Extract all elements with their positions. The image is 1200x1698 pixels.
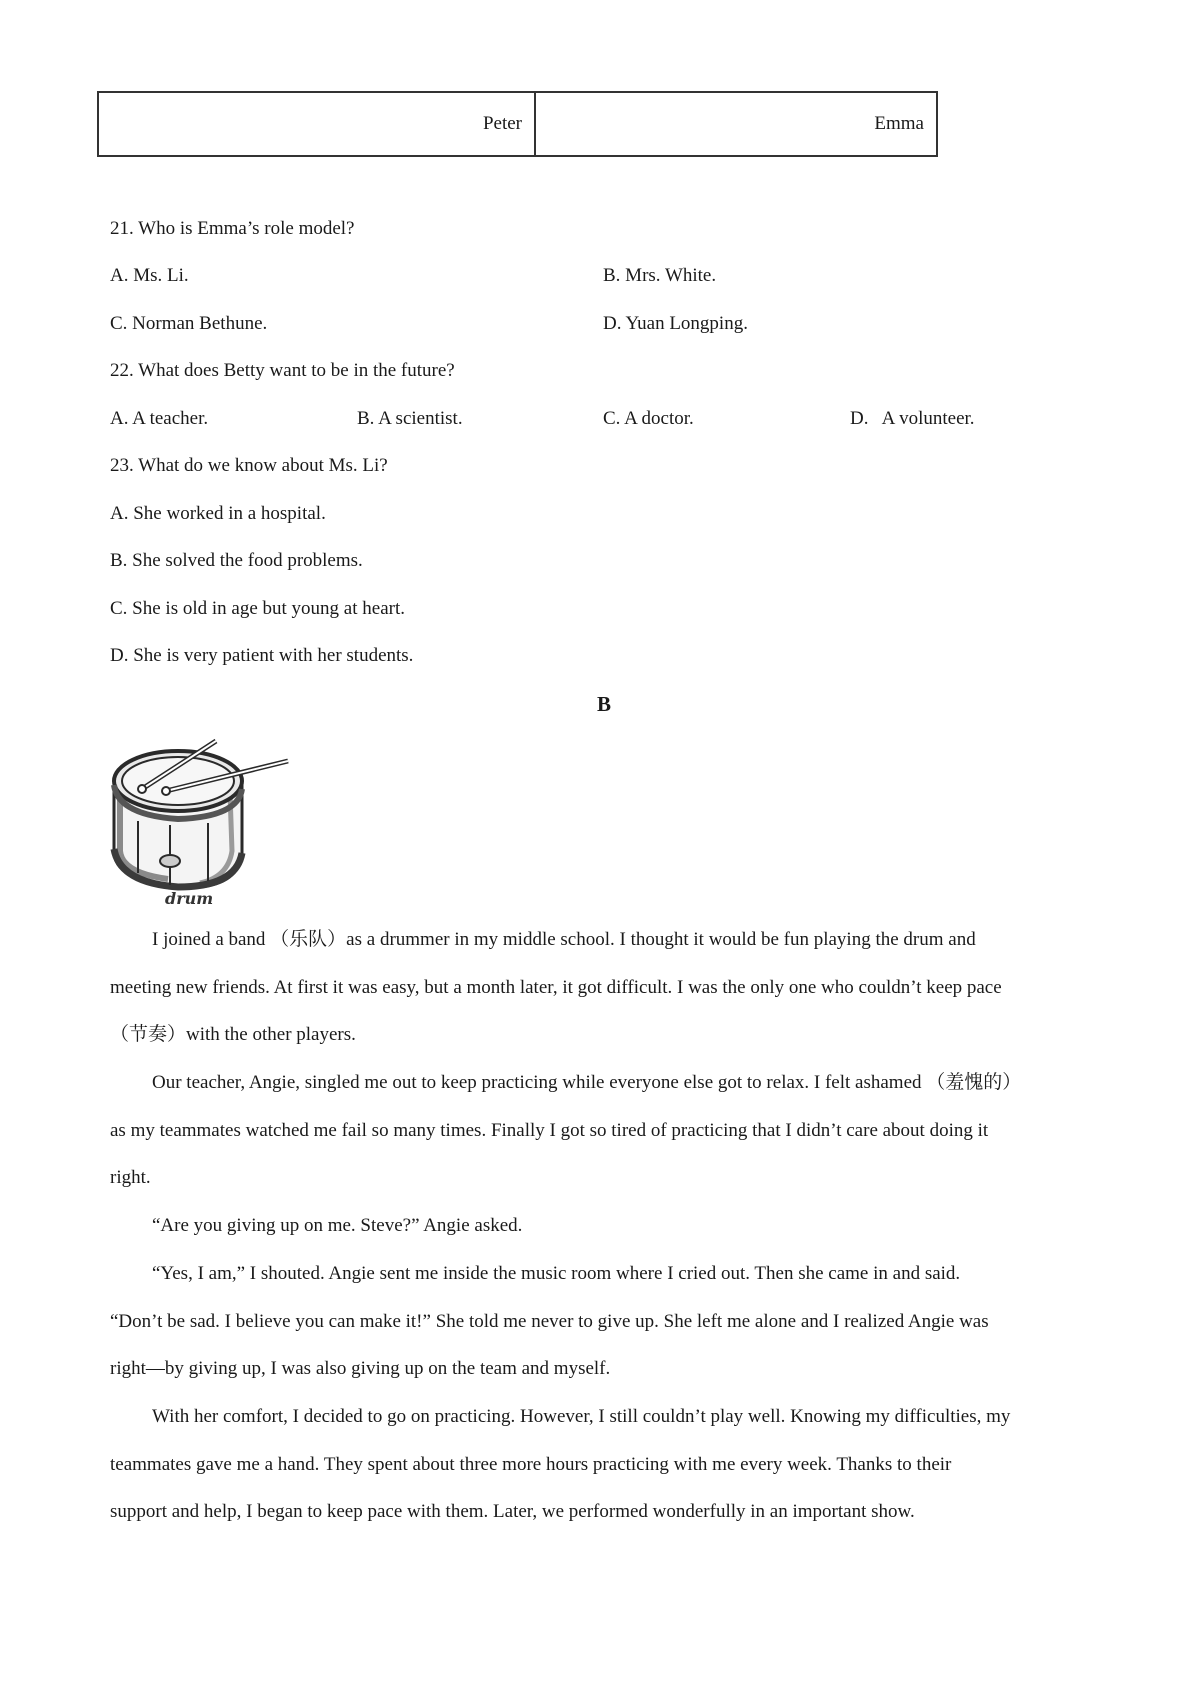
table-cell-peter xyxy=(99,93,536,155)
drum-illustration xyxy=(108,733,294,911)
q21-option-a: A. Ms. Li. xyxy=(110,265,189,286)
paragraph-line: With her comfort, I decided to go on practicing. However, I still couldn’t play well. Knowing my difficulties, my xyxy=(152,1406,1011,1427)
paragraph-line: “Yes, I am,” I shouted. Angie sent me inside the music room where I cried out. Then she came in and said. xyxy=(152,1263,961,1284)
question-23-stem: 23. What do we know about Ms. Li? xyxy=(110,455,388,476)
q23-option-c: C. She is old in age but young at heart. xyxy=(110,598,405,619)
q23-option-a: A. She worked in a hospital. xyxy=(110,503,326,524)
drum-caption: drum xyxy=(165,889,214,908)
paragraph-1 xyxy=(110,916,1102,1059)
table-cell-text: Emma xyxy=(874,113,924,134)
paragraph-line: Our teacher, Angie, singled me out to keep practicing while everyone else got to relax. I felt ashamed （羞愧的） xyxy=(152,1072,1022,1093)
paragraph-3 xyxy=(110,1202,1102,1250)
table-cell-emma xyxy=(536,93,936,155)
paragraph-line: I joined a band （乐队）as a drummer in my middle school. I thought it would be fun playing the drum and xyxy=(152,929,976,950)
q23-option-d: D. She is very patient with her students. xyxy=(110,645,414,666)
paragraph-line: （节奏）with the other players. xyxy=(110,1024,356,1045)
paragraph-line: “Are you giving up on me. Steve?” Angie asked. xyxy=(152,1215,523,1236)
names-table xyxy=(97,91,938,157)
paragraph-line: meeting new friends. At first it was easy, but a month later, it got difficult. I was the only one who couldn’t keep pace xyxy=(110,976,1002,998)
paragraph-line: support and help, I began to keep pace with them. Later, we performed wonderfully in an important show. xyxy=(110,1501,915,1522)
paragraph-4 xyxy=(110,1250,1102,1393)
paragraph-line: teammates gave me a hand. They spent about three more hours practicing with me every week. Thanks to their xyxy=(110,1453,952,1475)
paragraph-line: right. xyxy=(110,1167,151,1188)
paragraph-line: as my teammates watched me fail so many times. Finally I got so tired of practicing that I didn’t care about doing it xyxy=(110,1119,989,1141)
question-22-stem: 22. What does Betty want to be in the future? xyxy=(110,360,455,381)
question-21-stem: 21. Who is Emma’s role model? xyxy=(110,218,355,239)
q21-option-c: C. Norman Bethune. xyxy=(110,313,268,334)
q22-option-a: A. A teacher. xyxy=(110,408,209,429)
q22-option-d: D. A volunteer. xyxy=(850,408,975,429)
paragraph-5 xyxy=(110,1393,1102,1536)
q22-option-c: C. A doctor. xyxy=(603,408,694,429)
table-cell-text: Peter xyxy=(482,113,522,134)
paragraph-2 xyxy=(110,1059,1102,1202)
q22-option-b: B. A scientist. xyxy=(357,408,463,429)
q21-option-b: B. Mrs. White. xyxy=(603,265,717,286)
q21-option-d: D. Yuan Longping. xyxy=(603,313,748,334)
q23-option-b: B. She solved the food problems. xyxy=(110,550,363,571)
section-heading: B xyxy=(596,692,611,716)
paragraph-line: “Don’t be sad. I believe you can make it!” She told me never to give up. She left me alone and I realized Angie was xyxy=(110,1310,989,1332)
paragraph-line: right—by giving up, I was also giving up on the team and myself. xyxy=(110,1358,611,1379)
